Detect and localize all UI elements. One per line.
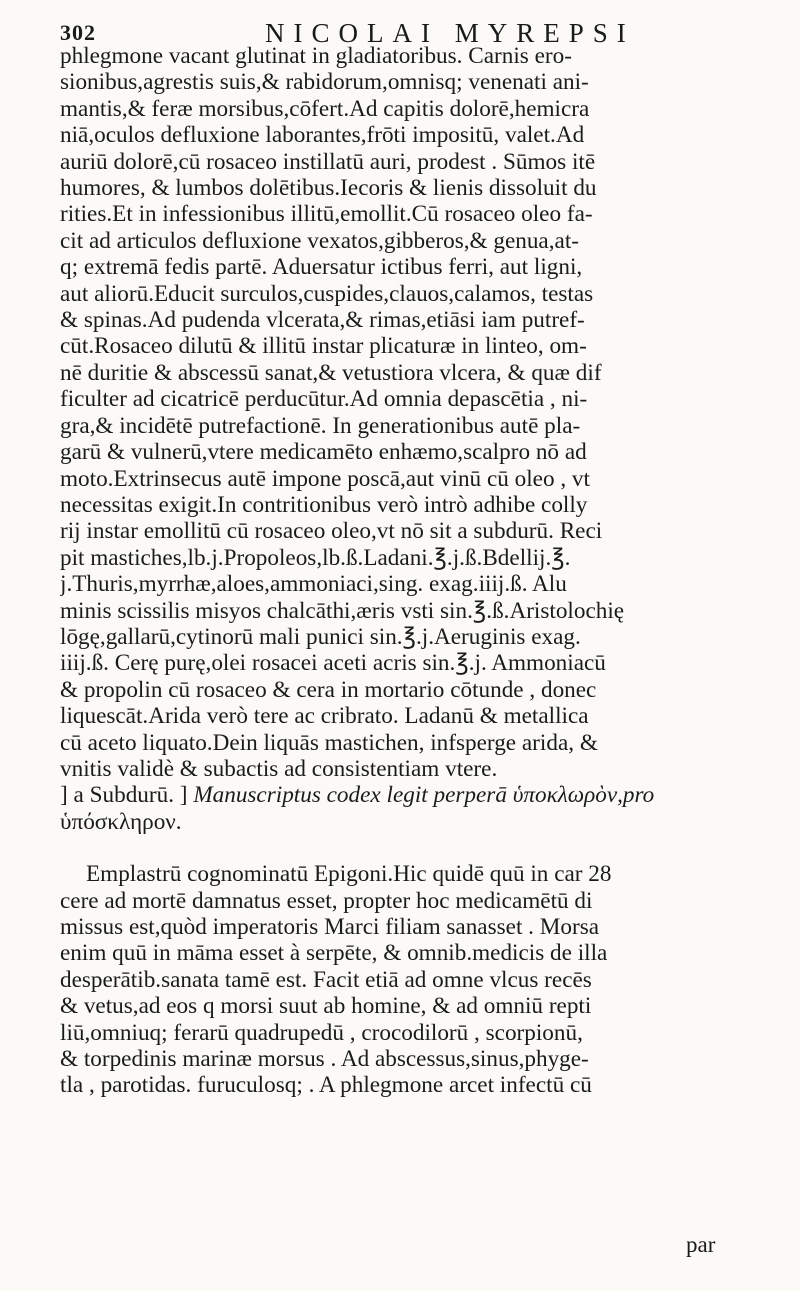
text-line: gra,& incidētē putrefactionē. In generationibus autē pla- xyxy=(60,412,581,439)
text-line: garū & vulnerū,vtere medicamēto enhæmo,scalpro nō ad xyxy=(60,439,587,466)
text-line: vnitis validè & subactis ad consistentiam vtere. xyxy=(60,755,498,782)
text-line: missus est,quòd imperatoris Marci filiam sanasset . Morsa xyxy=(60,914,600,940)
text-line: & spinas.Ad pudenda vlcerata,& rimas,etiāsi iam putref- xyxy=(60,307,585,334)
text-line: mantis,& feræ morsibus,cōfert.Ad capitis dolorē,hemicra xyxy=(60,95,590,122)
footnote xyxy=(60,782,760,808)
page-number: 302 xyxy=(60,20,96,45)
text-line: sionibus,agrestis suis,& rabidorum,omnisq; venenati ani- xyxy=(60,69,589,96)
text-line: humores, & lumbos dolētibus.Iecoris & lienis dissoluit du xyxy=(60,175,597,202)
text-line: rities.Et in infessionibus illitū,emollit.Cū rosaceo oleo fa- xyxy=(60,201,593,228)
text-line: lōgę,gallarū,cytinorū mali punici sin.℥.j.Aeruginis exag. xyxy=(60,623,581,650)
footnote-greek: ὑπόσκληρον. xyxy=(60,808,182,835)
text-line: j.Thuris,myrrhæ,aloes,ammoniaci,sing. exag.iiij.ß. Alu xyxy=(60,571,567,598)
text-line: Emplastrū cognominatū Epigoni.Hic quidē quū in car 28 xyxy=(86,861,612,888)
text-line: rij instar emollitū cū rosaceo oleo,vt nō sit a subdurū. Reci xyxy=(60,518,603,545)
running-head: NICOLAI MYREPSI xyxy=(265,18,635,48)
text-line: cūt.Rosaceo dilutū & illitū instar plicaturæ in linteo, om- xyxy=(60,333,587,360)
footnote-lemma: ] a Subdurū. ] xyxy=(60,782,194,809)
text-line: ficulter ad cicatricē perducūtur.Ad omnia depascētia , ni- xyxy=(60,386,588,413)
catchword: par xyxy=(686,1232,716,1257)
text-line: cū aceto liquato.Dein liquās mastichen, infsperge arida, & xyxy=(60,729,598,756)
text-line: minis scissilis misyos chalcāthi,æris vsti sin.℥.ß.Aristolochię xyxy=(60,597,625,624)
text-line: nē duritie & abscessū sanat,& vetustiora vlcera, & quæ dif xyxy=(60,359,602,386)
text-line: desperātib.sanata tamē est. Facit etiā ad omne vlcus recēs xyxy=(60,966,592,993)
text-line: iiij.ß. Cerę purę,olei rosacei aceti acris sin.℥.j. Ammoniacū xyxy=(60,650,606,677)
text-line: pit mastiches,lb.j.Propoleos,lb.ß.Ladani.℥.j.ß.Bdellij.℥. xyxy=(60,544,571,571)
text-line: tla , parotidas. furuculosq; . A phlegmone arcet infectū cū xyxy=(60,1072,592,1099)
text-line: moto.Extrinsecus autē impone poscā,aut vinū cū oleo , vt xyxy=(60,465,590,492)
text-line: & torpedinis marinæ morsus . Ad abscessus,sinus,phyge- xyxy=(60,1046,589,1073)
main-text xyxy=(60,43,760,1099)
text-line: necessitas exigit.In contritionibus verò intrò adhibe colly xyxy=(60,491,588,518)
text-line: aut aliorū.Educit surculos,cuspides,clauos,calamos, testas xyxy=(60,280,594,307)
paragraph-gap xyxy=(60,835,760,861)
text-line: cere ad mortē damnatus esset, propter hoc medicamētū di xyxy=(60,887,593,914)
text-line: & vetus,ad eos q morsi suut ab homine, & ad omniū repti xyxy=(60,993,592,1020)
text-line: phlegmone vacant glutinat in gladiatoribus. Carnis ero- xyxy=(60,43,572,69)
text-line: niā,oculos defluxione laborantes,frōti impositū, valet.Ad xyxy=(60,122,585,149)
text-line: q; extremā fedis partē. Aduersatur ictibus ferri, aut ligni, xyxy=(60,254,583,281)
text-line: & propolin cū rosaceo & cera in mortario cōtunde , donec xyxy=(60,676,597,703)
footnote-italic: Manuscriptus codex legit perperā ὑποκλωρὸν,pro xyxy=(193,782,655,809)
text-line: enim quū in māma esset à serpēte, & omnib.medicis de illa xyxy=(60,940,608,967)
text-line: auriū dolorē,cū rosaceo instillatū auri, prodest . Sūmos itē xyxy=(60,148,596,175)
text-line: liquescāt.Arida verò tere ac cribrato. Ladanū & metallica xyxy=(60,703,589,730)
text-line: cit ad articulos defluxione vexatos,gibberos,& genua,at- xyxy=(60,227,579,254)
text-line: liū,omniuq; ferarū quadrupedū , crocodilorū , scorpionū, xyxy=(60,1019,583,1046)
